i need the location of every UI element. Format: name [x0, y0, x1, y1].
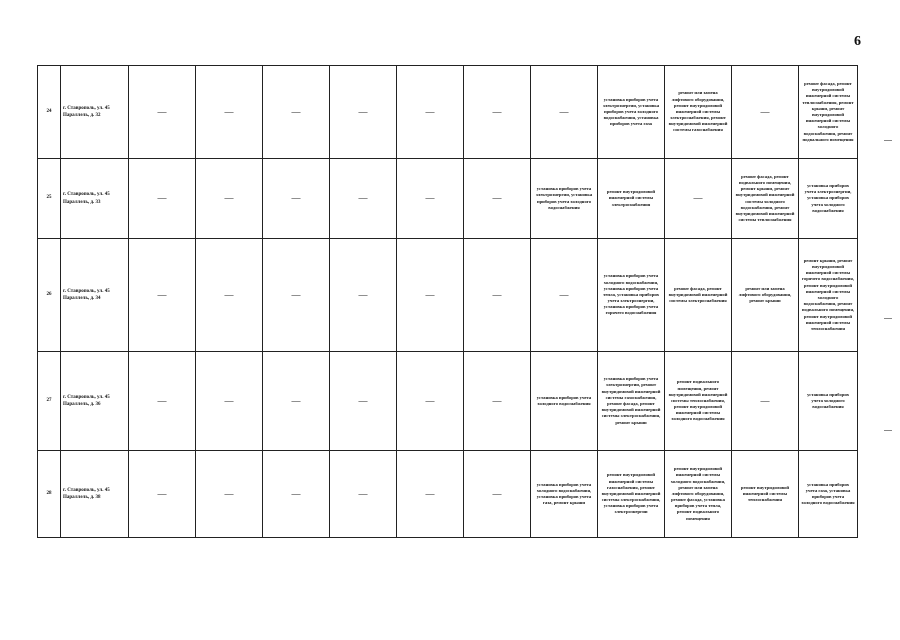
- work-description-cell: ремонт внутридомовой инженерной системы холодного водоснабжения, ремонт или замена лифтового оборудования, ремонт фасада, установка приборов учета тепла, ремонт подвального помещения: [665, 451, 732, 538]
- dash-placeholder: —: [291, 193, 301, 204]
- table-row: [38, 451, 858, 538]
- table-row: [38, 352, 858, 451]
- empty-dash-cell: [464, 239, 531, 352]
- dash-placeholder: —: [425, 488, 435, 499]
- dash-placeholder: —: [760, 106, 770, 117]
- table-row: [38, 66, 858, 159]
- dash-placeholder: —: [358, 395, 368, 406]
- dash-placeholder: —: [425, 106, 435, 117]
- empty-dash-cell: [330, 352, 397, 451]
- margin-mark: [884, 140, 892, 141]
- empty-dash-cell: [263, 451, 330, 538]
- work-description-cell: ремонт фасада, ремонт внутридомовой инженерной системы электроснабжения: [665, 239, 732, 352]
- empty-dash-cell: [397, 352, 464, 451]
- dash-placeholder: —: [224, 289, 234, 300]
- address-cell: г. Ставрополь, ул. 45 Параллель, д. 36: [61, 352, 129, 451]
- dash-placeholder: —: [492, 488, 502, 499]
- work-description-cell: ремонт внутридомовой инженерной системы электроснабжения: [598, 159, 665, 239]
- dash-placeholder: —: [157, 193, 167, 204]
- dash-placeholder: —: [693, 193, 703, 204]
- work-description-cell: установка приборов учета электроэнергии, установка приборов учета холодного водоснабжения: [531, 159, 598, 239]
- dash-placeholder: —: [358, 289, 368, 300]
- empty-dash-cell: [129, 66, 196, 159]
- empty-dash-cell: [263, 66, 330, 159]
- dash-placeholder: —: [224, 106, 234, 117]
- work-description-cell: ремонт фасада, ремонт внутридомовой инженерной системы теплоснабжения, ремонт крыши, ремонт внутридомовой инженерной системы холодного водоснабжения, ремонт подвального помещения: [799, 66, 858, 159]
- empty-dash-cell: [732, 66, 799, 159]
- repair-schedule-table: [37, 65, 858, 538]
- dash-placeholder: —: [291, 106, 301, 117]
- work-description-cell: ремонт подвального помещения, ремонт внутридомовой инженерной системы теплоснабжения, ремонт внутридомовой инженерной системы холодного водоснабжения: [665, 352, 732, 451]
- empty-dash-cell: [196, 239, 263, 352]
- dash-placeholder: —: [559, 289, 569, 300]
- empty-dash-cell: [129, 451, 196, 538]
- row-number: 26: [38, 239, 61, 352]
- work-description-cell: ремонт крыши, ремонт внутридомовой инженерной системы горячего водоснабжения, ремонт внутридомовой инженерной системы холодного водоснабжения, ремонт подвального помещения, ремонт внутридомовой инженерной системы теплоснабжения: [799, 239, 858, 352]
- dash-placeholder: —: [157, 289, 167, 300]
- dash-placeholder: —: [291, 395, 301, 406]
- work-description-cell: установка приборов учета холодного водоснабжения, установка приборов учета газа, ремонт крыши: [531, 451, 598, 538]
- dash-placeholder: —: [425, 289, 435, 300]
- empty-dash-cell: [196, 352, 263, 451]
- empty-dash-cell: [330, 239, 397, 352]
- dash-placeholder: —: [224, 193, 234, 204]
- work-description-cell: ремонт или замена лифтового оборудования, ремонт внутридомовой инженерной системы электроснабжения, ремонт внутридомовой инженерной системы газоснабжения: [665, 66, 732, 159]
- empty-dash-cell: [196, 66, 263, 159]
- dash-placeholder: —: [492, 289, 502, 300]
- dash-placeholder: —: [291, 488, 301, 499]
- address-cell: г. Ставрополь, ул. 45 Параллель, д. 34: [61, 239, 129, 352]
- dash-placeholder: —: [492, 193, 502, 204]
- empty-dash-cell: [330, 451, 397, 538]
- dash-placeholder: —: [492, 395, 502, 406]
- empty-dash-cell: [464, 66, 531, 159]
- work-description-cell: ремонт внутридомовой инженерной системы теплоснабжения: [732, 451, 799, 538]
- work-description-cell: установка приборов учета электроэнергии, установка приборов учета холодного водоснабжения: [799, 159, 858, 239]
- empty-dash-cell: [263, 239, 330, 352]
- dash-placeholder: —: [157, 488, 167, 499]
- empty-dash-cell: [665, 159, 732, 239]
- address-cell: г. Ставрополь, ул. 45 Параллель, д. 38: [61, 451, 129, 538]
- dash-placeholder: —: [291, 289, 301, 300]
- dash-placeholder: —: [760, 395, 770, 406]
- dash-placeholder: —: [425, 193, 435, 204]
- empty-dash-cell: [129, 239, 196, 352]
- work-description-cell: ремонт фасада, ремонт подвального помещения, ремонт крыши, ремонт внутридомовой инженерной системы холодного водоснабжения, ремонт внутридомовой инженерной системы теплоснабжения: [732, 159, 799, 239]
- table-row: [38, 159, 858, 239]
- work-description-cell: установка приборов учета холодного водоснабжения, установка приборов учета тепла, установка приборов учета электроэнергии, установка приборов учета горячего водоснабжения: [598, 239, 665, 352]
- dash-placeholder: —: [358, 106, 368, 117]
- margin-mark: [884, 430, 892, 431]
- empty-dash-cell: [196, 159, 263, 239]
- dash-placeholder: —: [492, 106, 502, 117]
- work-description-cell: ремонт внутридомовой инженерной системы газоснабжения, ремонт внутридомовой инженерной системы электроснабжения, установка приборов учета электроэнергии: [598, 451, 665, 538]
- dash-placeholder: —: [224, 488, 234, 499]
- empty-dash-cell: [397, 159, 464, 239]
- empty-dash-cell: [330, 66, 397, 159]
- dash-placeholder: —: [157, 106, 167, 117]
- dash-placeholder: —: [358, 488, 368, 499]
- row-number: 25: [38, 159, 61, 239]
- empty-dash-cell: [531, 66, 598, 159]
- dash-placeholder: —: [358, 193, 368, 204]
- work-description-cell: установка приборов учета электроэнергии, ремонт внутридомовой инженерной системы газоснабжения, ремонт фасада, ремонт внутридомовой инженерной системы электроснабжения, ремонт крыши: [598, 352, 665, 451]
- table-row: [38, 239, 858, 352]
- empty-dash-cell: [263, 352, 330, 451]
- dash-placeholder: —: [224, 395, 234, 406]
- empty-dash-cell: [397, 239, 464, 352]
- dash-placeholder: —: [425, 395, 435, 406]
- work-description-cell: установка приборов учета газа, установка приборов учета холодного водоснабжения: [799, 451, 858, 538]
- empty-dash-cell: [464, 352, 531, 451]
- empty-dash-cell: [464, 159, 531, 239]
- work-description-cell: установка приборов учета холодного водоснабжения: [531, 352, 598, 451]
- address-cell: г. Ставрополь, ул. 45 Параллель, д. 32: [61, 66, 129, 159]
- page-number: 6: [854, 34, 861, 49]
- dash-placeholder: —: [559, 106, 569, 117]
- row-number: 24: [38, 66, 61, 159]
- empty-dash-cell: [397, 66, 464, 159]
- address-cell: г. Ставрополь, ул. 45 Параллель, д. 33: [61, 159, 129, 239]
- empty-dash-cell: [129, 352, 196, 451]
- empty-dash-cell: [732, 352, 799, 451]
- empty-dash-cell: [464, 451, 531, 538]
- empty-dash-cell: [330, 159, 397, 239]
- dash-placeholder: —: [157, 395, 167, 406]
- work-description-cell: ремонт или замена лифтового оборудования, ремонт крыши: [732, 239, 799, 352]
- empty-dash-cell: [263, 159, 330, 239]
- empty-dash-cell: [397, 451, 464, 538]
- row-number: 28: [38, 451, 61, 538]
- empty-dash-cell: [129, 159, 196, 239]
- empty-dash-cell: [196, 451, 263, 538]
- empty-dash-cell: [531, 239, 598, 352]
- work-description-cell: установка приборов учета холодного водоснабжения: [799, 352, 858, 451]
- row-number: 27: [38, 352, 61, 451]
- margin-mark: [884, 318, 892, 319]
- work-description-cell: установка приборов учета электроэнергии, установка приборов учета холодного водоснабжения, установка приборов учета газа: [598, 66, 665, 159]
